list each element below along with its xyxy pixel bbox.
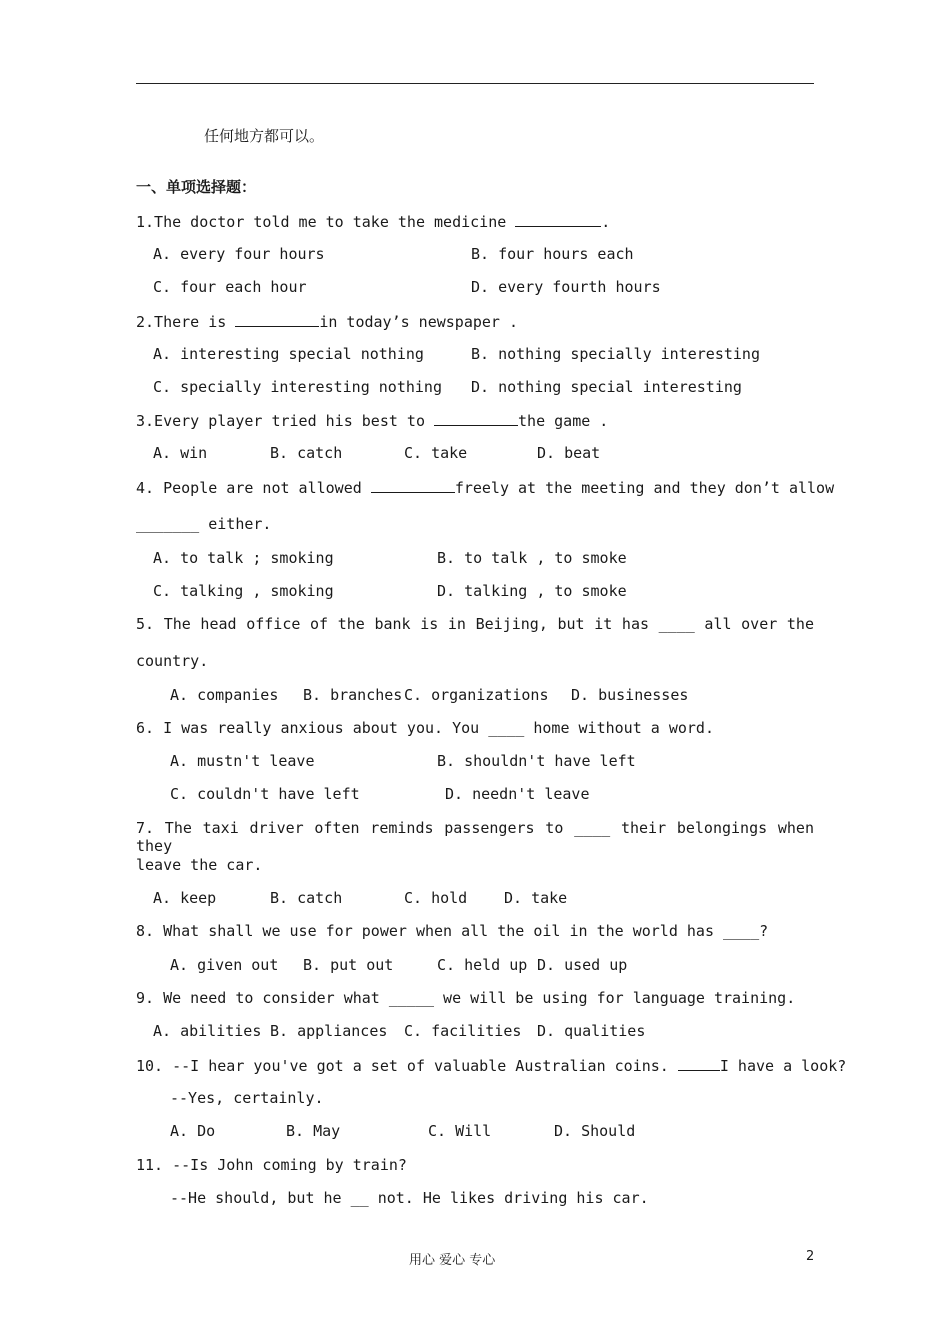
question-5-stem: 5. The head office of the bank is in Beijing, but it has ____ all over the [136,615,814,633]
question-11-reply: --He should, but he __ not. He likes driving his car. [170,1189,649,1207]
question-7-stem: 7. The taxi driver often reminds passengers to ____ their belongings when they [136,819,814,855]
question-7-option-b: B. catch [270,889,343,907]
question-10-option-b: B. May [286,1122,341,1140]
question-4-stem: 4. People are not allowed freely at the meeting and they don’t allow [136,479,835,497]
answer-blank [371,478,455,493]
question-6-option-b: B. shouldn't have left [437,752,636,770]
question-2-option-b: B. nothing specially interesting [471,345,760,363]
question-2-stem: 2.There is in today’s newspaper . [136,313,519,331]
question-3-option-b: B. catch [270,444,343,462]
question-6-option-c: C. couldn't have left [170,785,360,803]
question-8-option-c: C. held up [437,956,528,974]
intro-line: 任何地方都可以。 [204,127,325,145]
question-8-stem: 8. What shall we use for power when all the oil in the world has ____? [136,922,769,940]
question-7-option-a: A. keep [153,889,217,907]
question-10-option-c: C. Will [428,1122,492,1140]
page-number: 2 [806,1249,815,1264]
question-4-option-a: A. to talk ; smoking [153,549,334,567]
answer-blank [515,212,601,227]
question-5-stem-continued: country. [136,652,209,670]
answer-blank [434,411,518,426]
question-5-option-b: B. branches [303,686,403,704]
question-8-option-d: D. used up [537,956,628,974]
question-9-option-a: A. abilities [153,1022,262,1040]
answer-blank [678,1056,720,1071]
section-title: 一、单项选择题： [136,178,257,196]
question-5-option-d: D. businesses [571,686,689,704]
question-9-option-c: C. facilities [404,1022,522,1040]
question-7-option-d: D. take [504,889,568,907]
question-1-option-d: D. every fourth hours [471,278,661,296]
question-2-option-c: C. specially interesting nothing [153,378,442,396]
footer-motto: 用心 爱心 专心 [409,1253,496,1268]
question-3-option-d: D. beat [537,444,601,462]
question-6-option-d: D. needn't leave [445,785,590,803]
question-1-stem: 1.The doctor told me to take the medicine . [136,213,611,231]
question-4-option-b: B. to talk , to smoke [437,549,627,567]
question-3-option-a: A. win [153,444,208,462]
question-3-stem: 3.Every player tried his best to the game . [136,412,609,430]
question-3-option-c: C. take [404,444,468,462]
question-8-option-b: B. put out [303,956,394,974]
question-2-option-a: A. interesting special nothing [153,345,424,363]
question-11-stem: 11. --Is John coming by train? [136,1156,407,1174]
question-10-option-a: A. Do [170,1122,216,1140]
question-7-stem-continued: leave the car. [136,856,263,874]
question-6-option-a: A. mustn't leave [170,752,315,770]
question-2-option-d: D. nothing special interesting [471,378,742,396]
question-1-option-a: A. every four hours [153,245,325,263]
question-6-stem: 6. I was really anxious about you. You ____ home without a word. [136,719,714,737]
question-10-reply: --Yes, certainly. [170,1089,324,1107]
question-4-option-d: D. talking , to smoke [437,582,627,600]
question-5-option-a: A. companies [170,686,279,704]
question-4-stem-continued: _______ either. [136,515,272,533]
question-10-option-d: D. Should [554,1122,636,1140]
question-9-option-d: D. qualities [537,1022,646,1040]
question-4-option-c: C. talking , smoking [153,582,334,600]
question-1-option-c: C. four each hour [153,278,307,296]
answer-blank [235,312,319,327]
question-9-option-b: B. appliances [270,1022,388,1040]
question-5-option-c: C. organizations [404,686,549,704]
question-1-option-b: B. four hours each [471,245,634,263]
question-8-option-a: A. given out [170,956,279,974]
question-10-stem: 10. --I hear you've got a set of valuable Australian coins. I have a look? [136,1057,847,1075]
header-rule [136,83,814,84]
question-9-stem: 9. We need to consider what _____ we will be using for language training. [136,989,796,1007]
question-7-option-c: C. hold [404,889,468,907]
